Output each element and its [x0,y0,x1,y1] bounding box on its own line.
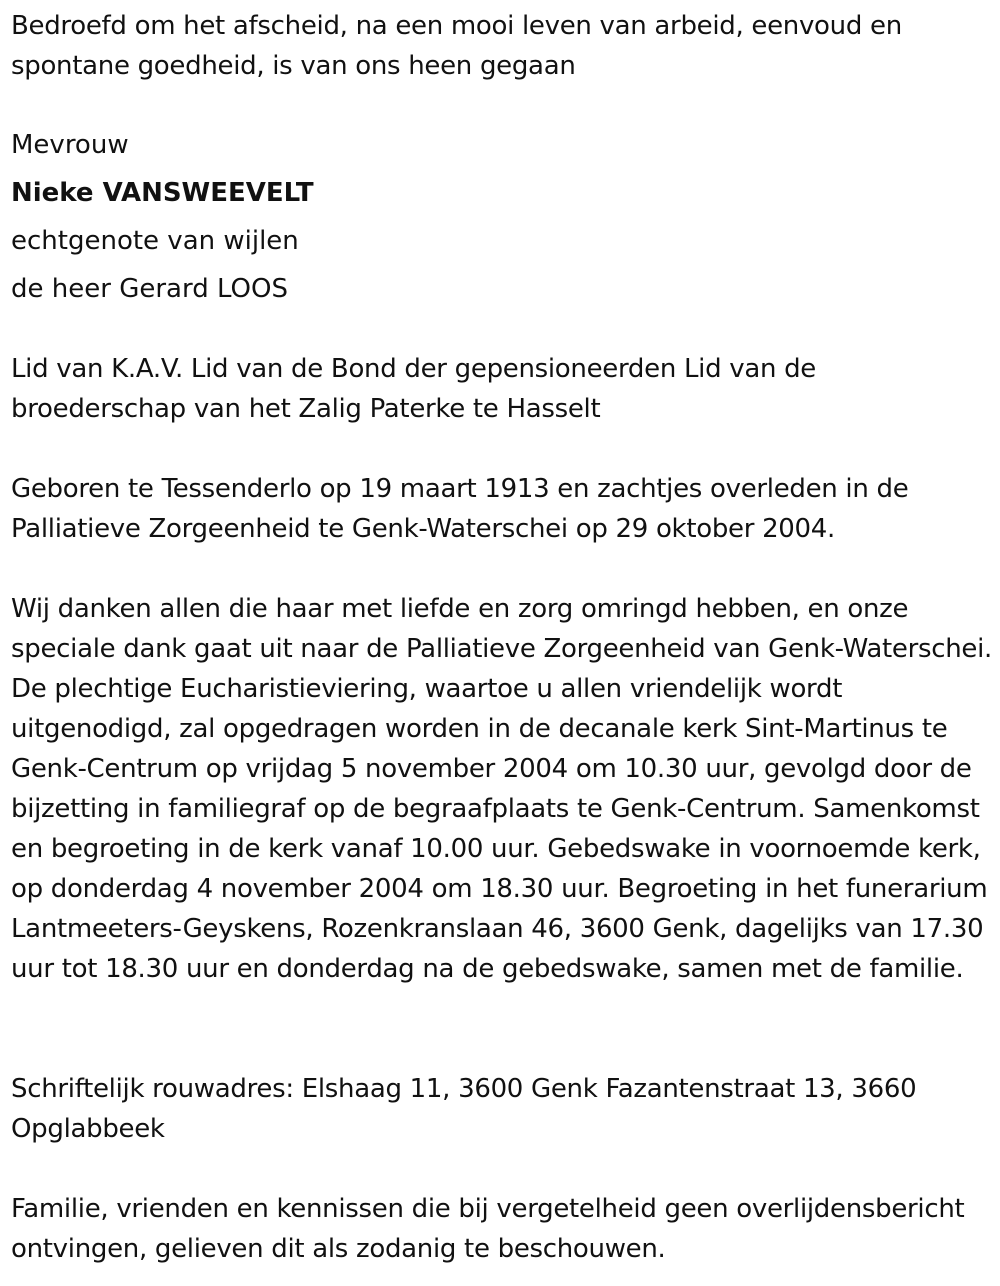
spouse-line-1: echtgenote van wijlen [11,226,299,256]
memberships-paragraph: Lid van K.A.V. Lid van de Bond der gepensioneerden Lid van de broederschap van het Zalig Paterke te Hasselt [11,354,817,424]
salutation: Mevrouw [11,130,129,160]
ceremony-paragraph: Wij danken allen die haar met liefde en zorg omringd hebben, en onze speciale dank gaat uit naar de Palliatieve Zorgeenheid van Genk-Waterschei. De plechtige Eucharistieviering, waartoe u allen vriendelijk wordt uitgenodigd, zal opgedragen worden in de decanale kerk Sint-Martinus te Genk-Centrum op vrijdag 5 november 2004 om 10.30 uur, gevolgd door de bijzetting in familiegraf op de begraafplaats te Genk-Centrum. Samenkomst en begroeting in de kerk vanaf 10.00 uur. Gebedswake in voornoemde kerk, op donderdag 4 november 2004 om 18.30 uur. Begroeting in het funerarium Lantmeeters-Geyskens, Rozenkranslaan 46, 3600 Genk, dagelijks van 17.30 uur tot 18.30 uur en donderdag na de gebedswake, samen met de familie. [11,594,993,984]
address-paragraph: Schriftelijk rouwadres: Elshaag 11, 3600 Genk Fazantenstraat 13, 3660 Opglabbeek [11,1074,917,1144]
intro-paragraph: Bedroefd om het afscheid, na een mooi leven van arbeid, eenvoud en spontane goedheid, is van ons heen gegaan [11,11,902,81]
deceased-name: Nieke VANSWEEVELT [11,178,314,208]
birth-death-paragraph: Geboren te Tessenderlo op 19 maart 1913 en zachtjes overleden in de Palliatieve Zorgeenheid te Genk-Waterschei op 29 oktober 2004. [11,474,909,544]
closing-paragraph: Familie, vrienden en kennissen die bij vergetelheid geen overlijdensbericht ontvingen, gelieven dit als zodanig te beschouwen. [11,1194,965,1264]
spouse-line-2: de heer Gerard LOOS [11,274,288,304]
